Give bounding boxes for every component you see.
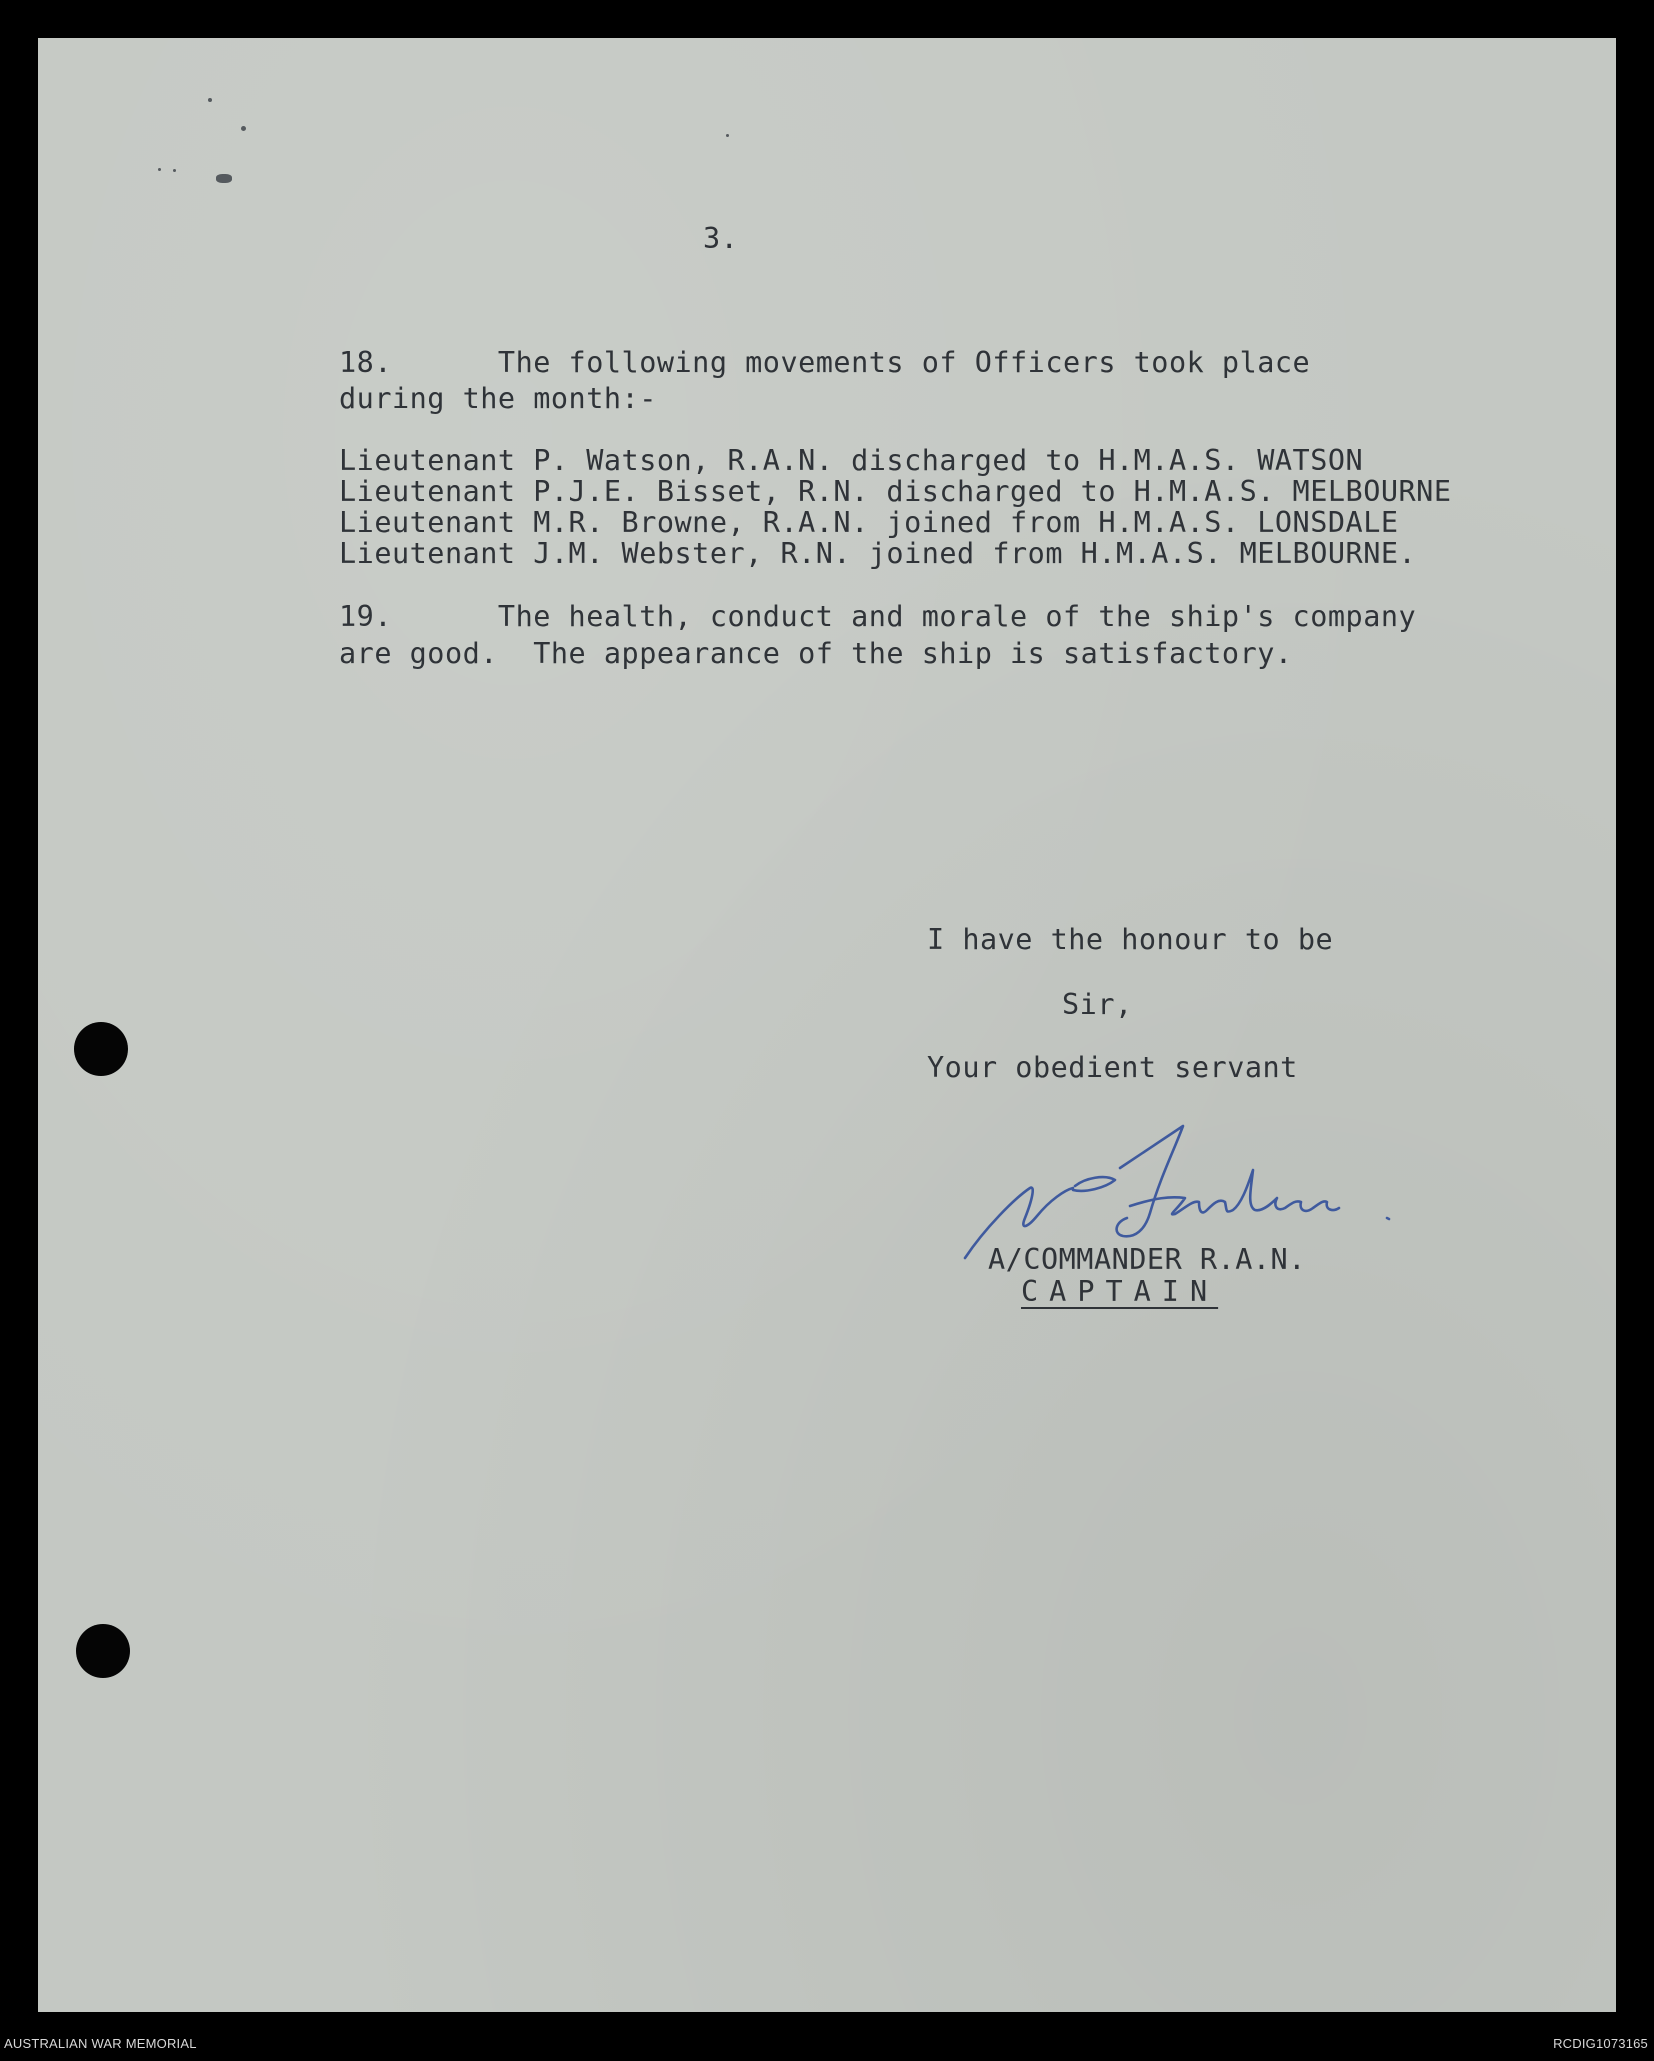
officer-movement-line: Lieutenant M.R. Browne, R.A.N. joined from H.M.A.S. LONSDALE — [339, 506, 1399, 539]
archive-reference-id: RCDIG1073165 — [1553, 2036, 1648, 2051]
salutation: Sir, — [1062, 988, 1133, 1021]
paragraph-19-line-2: are good. The appearance of the ship is satisfactory. — [339, 637, 1293, 670]
paper-speck — [208, 98, 212, 102]
archive-credit: AUSTRALIAN WAR MEMORIAL — [4, 2036, 197, 2051]
officer-movement-line: Lieutenant P.J.E. Bisset, R.N. discharged to H.M.A.S. MELBOURNE — [339, 475, 1452, 508]
paper-speck — [216, 174, 232, 183]
closing-servant-line: Your obedient servant — [927, 1051, 1298, 1084]
officer-movement-line: Lieutenant P. Watson, R.A.N. discharged to H.M.A.S. WATSON — [339, 444, 1364, 477]
signatory-title: CAPTAIN — [1021, 1275, 1219, 1308]
closing-line: I have the honour to be — [927, 923, 1334, 956]
paragraph-18-line-1: 18. The following movements of Officers took place — [339, 346, 1311, 379]
document-page — [38, 38, 1616, 2012]
paragraph-19-line-1: 19. The health, conduct and morale of the ship's company — [339, 600, 1417, 633]
paper-speck — [173, 169, 176, 172]
page-number: 3. — [703, 222, 739, 255]
signatory-rank: A/COMMANDER R.A.N. — [988, 1243, 1306, 1276]
punch-hole — [74, 1022, 128, 1076]
paragraph-18-line-2: during the month:- — [339, 382, 657, 415]
paper-speck — [241, 126, 246, 131]
paper-speck — [726, 134, 729, 137]
officer-movement-line: Lieutenant J.M. Webster, R.N. joined from H.M.A.S. MELBOURNE. — [339, 537, 1417, 570]
punch-hole — [76, 1624, 130, 1678]
paper-speck — [158, 168, 161, 171]
